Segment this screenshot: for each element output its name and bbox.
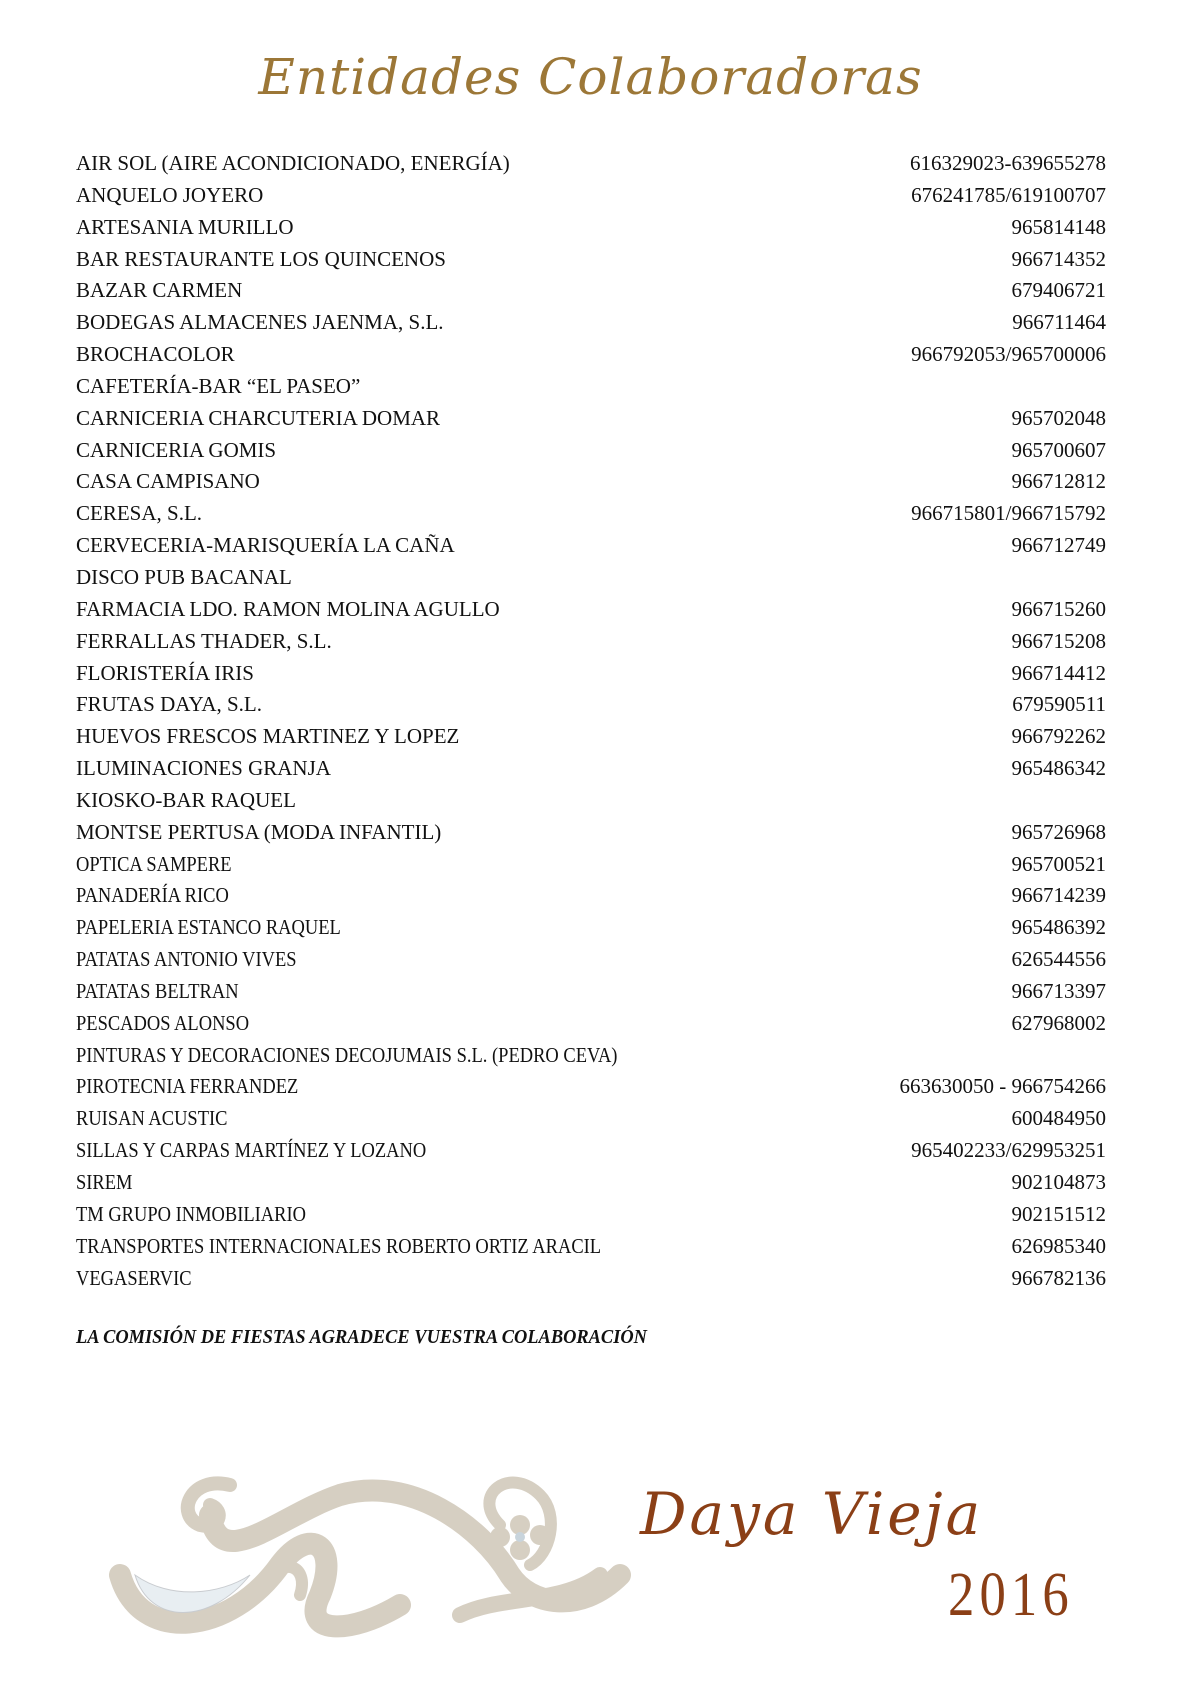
- list-item: [76, 817, 1106, 849]
- entity-phone: 679590511: [1012, 692, 1106, 717]
- entity-name: FARMACIA LDO. RAMON MOLINA AGULLO: [76, 596, 500, 621]
- entity-phone: 965486342: [1011, 756, 1106, 781]
- list-item: [76, 753, 1106, 785]
- entity-name: RUISAN ACUSTIC: [76, 1106, 228, 1131]
- entity-phone: 966792053/965700006: [911, 342, 1106, 367]
- list-item: [76, 1071, 1106, 1103]
- list-item: [76, 594, 1106, 626]
- entity-name: PAPELERIA ESTANCO RAQUEL: [76, 915, 341, 940]
- list-item: [76, 1103, 1106, 1135]
- entity-name: FRUTAS DAYA, S.L.: [76, 692, 263, 717]
- list-item: [76, 435, 1106, 467]
- list-item: [76, 275, 1106, 307]
- entity-name: PINTURAS Y DECORACIONES DECOJUMAIS S.L. (PEDRO CEVA): [76, 1042, 618, 1067]
- list-item: [76, 785, 1106, 817]
- entity-phone: 626985340: [1011, 1233, 1106, 1258]
- entity-name: FERRALLAS THADER, S.L.: [76, 628, 332, 653]
- entity-phone: 966711464: [1012, 310, 1106, 335]
- list-item: [76, 658, 1106, 690]
- thanks-note: LA COMISIÓN DE FIESTAS AGRADECE VUESTRA COLABORACIÓN: [76, 1326, 647, 1348]
- entity-name: PATATAS BELTRAN: [76, 978, 239, 1003]
- entity-name: BAZAR CARMEN: [76, 278, 243, 303]
- entity-phone: 966715260: [1011, 596, 1106, 621]
- entity-name: BODEGAS ALMACENES JAENMA, S.L.: [76, 310, 444, 335]
- brand-year: 2016: [948, 1561, 1074, 1629]
- entity-phone: 616329023-639655278: [910, 151, 1106, 175]
- entity-phone: 902151512: [1011, 1201, 1106, 1226]
- list-item: [76, 721, 1106, 753]
- list-item: [76, 849, 1106, 881]
- entity-phone: 902104873: [1011, 1170, 1106, 1194]
- list-item: [76, 307, 1106, 339]
- page-title: Entidades Colaboradoras: [258, 48, 923, 106]
- list-item: [76, 148, 1106, 180]
- entity-name: VEGASERVIC: [76, 1265, 192, 1290]
- entity-name: SILLAS Y CARPAS MARTÍNEZ Y LOZANO: [76, 1138, 427, 1163]
- entity-phone: 965814148: [1011, 214, 1106, 239]
- list-item: [76, 880, 1106, 912]
- list-item: [76, 339, 1106, 371]
- list-item: [76, 976, 1106, 1008]
- entity-name: PATATAS ANTONIO VIVES: [76, 947, 297, 972]
- entity-phone: 965700607: [1011, 437, 1106, 462]
- entity-name: PANADERÍA RICO: [76, 883, 229, 908]
- entity-name: MONTSE PERTUSA (MODA INFANTIL): [76, 819, 442, 844]
- entity-phone: 965402233/629953251: [911, 1138, 1106, 1163]
- entity-name: ARTESANIA MURILLO: [76, 214, 294, 239]
- list-item: [76, 562, 1106, 594]
- entity-phone: 966715208: [1011, 628, 1106, 653]
- list-item: [76, 403, 1106, 435]
- list-item: [76, 626, 1106, 658]
- entity-phone: 966792262: [1011, 724, 1106, 749]
- entity-name: CERESA, S.L.: [76, 501, 203, 526]
- entity-name: HUEVOS FRESCOS MARTINEZ Y LOPEZ: [76, 724, 460, 749]
- list-item: [76, 1167, 1106, 1199]
- list-item: [76, 1040, 1106, 1072]
- list-item: [76, 912, 1106, 944]
- entity-phone: 966713397: [1011, 978, 1106, 1003]
- list-item: [76, 1135, 1106, 1167]
- list-item: [76, 1008, 1106, 1040]
- list-item: [76, 1199, 1106, 1231]
- entity-phone: 965726968: [1011, 819, 1106, 844]
- entity-name: CERVECERIA-MARISQUERÍA LA CAÑA: [76, 533, 455, 558]
- entity-name: BAR RESTAURANTE LOS QUINCENOS: [76, 246, 446, 271]
- entity-name: BROCHACOLOR: [76, 342, 235, 367]
- entity-name: ILUMINACIONES GRANJA: [76, 756, 331, 781]
- entity-name: SIREM: [76, 1170, 133, 1194]
- entity-phone: 966782136: [1011, 1265, 1106, 1290]
- list-item: [76, 212, 1106, 244]
- brand-name: Daya Vieja: [640, 1480, 984, 1548]
- entity-phone: 966714239: [1011, 883, 1106, 908]
- list-item: [76, 1263, 1106, 1295]
- entity-phone: 966715801/966715792: [911, 501, 1106, 526]
- entity-name: CASA CAMPISANO: [76, 469, 260, 494]
- entity-name: CARNICERIA CHARCUTERIA DOMAR: [76, 405, 441, 430]
- entity-phone: 627968002: [1011, 1010, 1106, 1035]
- entity-name: OPTICA SAMPERE: [76, 851, 232, 876]
- entity-name: CAFETERÍA-BAR “EL PASEO”: [76, 373, 361, 398]
- list-item: [76, 180, 1106, 212]
- entity-name: AIR SOL (AIRE ACONDICIONADO, ENERGÍA): [76, 151, 510, 175]
- entity-name: TRANSPORTES INTERNACIONALES ROBERTO ORTIZ ARACIL: [76, 1233, 602, 1258]
- list-item: [76, 371, 1106, 403]
- entity-phone: 966714412: [1011, 660, 1106, 685]
- entity-phone: 663630050 - 966754266: [899, 1074, 1106, 1099]
- entity-name: PIROTECNIA FERRANDEZ: [76, 1074, 299, 1099]
- list-item: [76, 244, 1106, 276]
- lace-flourish-ornament-icon: [80, 1455, 640, 1655]
- list-item: [76, 944, 1106, 976]
- entity-phone: 966712749: [1011, 533, 1106, 558]
- list-item: [76, 530, 1106, 562]
- entity-name: FLORISTERÍA IRIS: [76, 660, 254, 685]
- entity-phone: 679406721: [1011, 278, 1106, 303]
- entity-phone: 965486392: [1011, 915, 1106, 940]
- entity-phone: 966712812: [1011, 469, 1106, 494]
- entity-name: CARNICERIA GOMIS: [76, 437, 277, 462]
- entity-name: PESCADOS ALONSO: [76, 1010, 250, 1035]
- entity-name: KIOSKO-BAR RAQUEL: [76, 787, 296, 812]
- entity-name: DISCO PUB BACANAL: [76, 564, 292, 589]
- entity-phone: 626544556: [1011, 947, 1106, 972]
- collaborators-list: [76, 148, 1106, 1294]
- entity-phone: 965700521: [1011, 851, 1106, 876]
- entity-phone: 965702048: [1011, 405, 1106, 430]
- entity-phone: 676241785/619100707: [911, 182, 1106, 207]
- entity-name: TM GRUPO INMOBILIARIO: [76, 1201, 306, 1226]
- list-item: [76, 689, 1106, 721]
- list-item: [76, 1231, 1106, 1263]
- entity-phone: 966714352: [1011, 246, 1106, 271]
- list-item: [76, 498, 1106, 530]
- list-item: [76, 466, 1106, 498]
- entity-phone: 600484950: [1011, 1106, 1106, 1131]
- entity-name: ANQUELO JOYERO: [76, 182, 264, 207]
